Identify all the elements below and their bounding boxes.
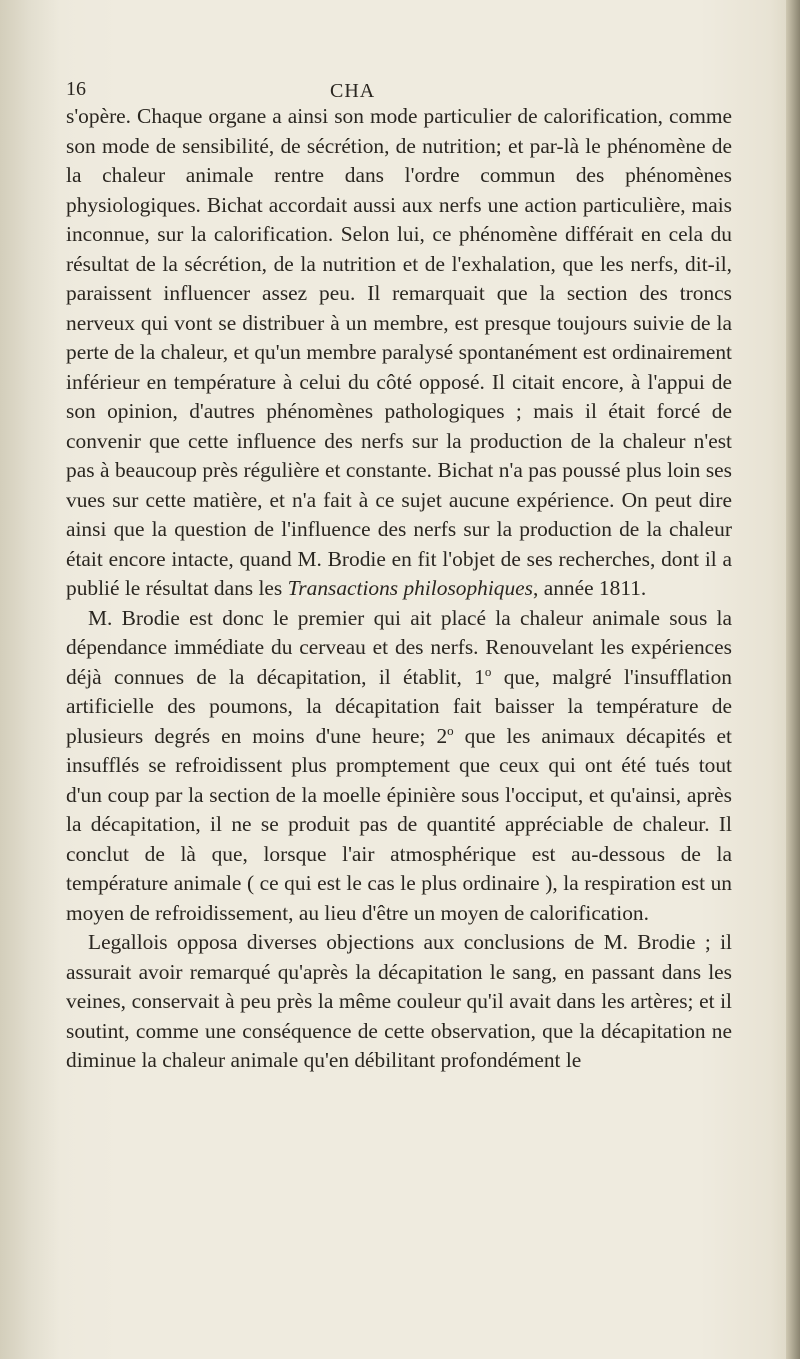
paragraph-2 — [66, 604, 732, 929]
running-head: CHA — [330, 80, 376, 102]
page-gutter-shadow — [0, 0, 60, 1359]
paragraph-3: Legallois opposa diverses objections aux conclusions de M. Brodie ; il assurait avoir remarqué qu'après la décapitation le sang, en passant dans les veines, conservait à peu près la même couleur qu'il avait dans les artères; et il soutint, comme une conséquence de cette observation, que la décapitation ne diminue la chaleur animale qu'en débilitant profondément le — [66, 930, 732, 1072]
page-header — [66, 78, 726, 104]
paragraph-1-end: , année 1811. — [533, 576, 647, 600]
ordinal-marker-1: o — [484, 663, 492, 679]
paragraph-1-text: s'opère. Chaque organe a ainsi son mode particulier de calorification, comme son mode de sensibilité, de sécrétion, de nutrition; et par-là le phénomène de la chaleur animale rentre dans l'ordre commun des phénomènes physiologiques. Bichat accordait aussi aux nerfs une action particulière, mais inconnue, sur la calorification. Selon lui, ce phénomène différait en cela du résultat de la sécrétion, de la nutrition et de l'exhalation, que les nerfs, dit-il, paraissent influencer assez peu. Il remarquait que la section des troncs nerveux qui vont se distribuer à un membre, est presque toujours suivie de la perte de la chaleur, et qu'un membre paralysé spontanément est ordinairement inférieur en température à celui du côté opposé. Il citait encore, à l'appui de son opinion, d'autres phénomènes pathologiques ; mais il était forcé de convenir que cette influence des nerfs sur la production de la chaleur n'est pas à beaucoup près régulière et constante. Bichat n'a pas poussé plus loin ses vues sur cette matière, et n'a fait à ce sujet aucune expérience. On peut dire ainsi que la question de l'influence des nerfs sur la production de la chaleur était encore intacte, quand M. Brodie en fit l'objet de ses recherches, dont il a publié le résultat dans les — [66, 104, 732, 600]
page-number: 16 — [66, 78, 86, 100]
ordinal-marker-2: o — [447, 722, 454, 738]
journal-title: Transactions philosophiques — [287, 576, 534, 600]
paragraph-1 — [66, 102, 732, 604]
paragraph-2-text-b: que, malgré l'insufflation artificielle des poumons, la décapitation fait baisser la température de plusieurs degrés en moins d'une heure; 2 — [66, 664, 732, 748]
body-text — [66, 102, 732, 1076]
paragraph-2-text-c: que les animaux décapités et insufflés se refroidissent plus promptement que ceux qui ont été tués tout d'un coup par la section de la moelle épinière sous l'occiput, et qu'ainsi, après la décapitation, il ne se produit pas de quantité appréciable de chaleur. Il conclut de là que, lorsque l'air atmosphérique est au-dessous de la température animale ( ce qui est le cas le plus ordinaire ), la respiration est un moyen de refroidissement, au lieu d'être un moyen de calorification. — [66, 723, 732, 925]
page-edge — [786, 0, 800, 1359]
paragraph-2-text-a: M. Brodie est donc le premier qui ait placé la chaleur animale sous la dépendance immédiate du cerveau et des nerfs. Renouvelant les expériences déjà connues de la décapitation, il établit, 1 — [66, 605, 732, 689]
